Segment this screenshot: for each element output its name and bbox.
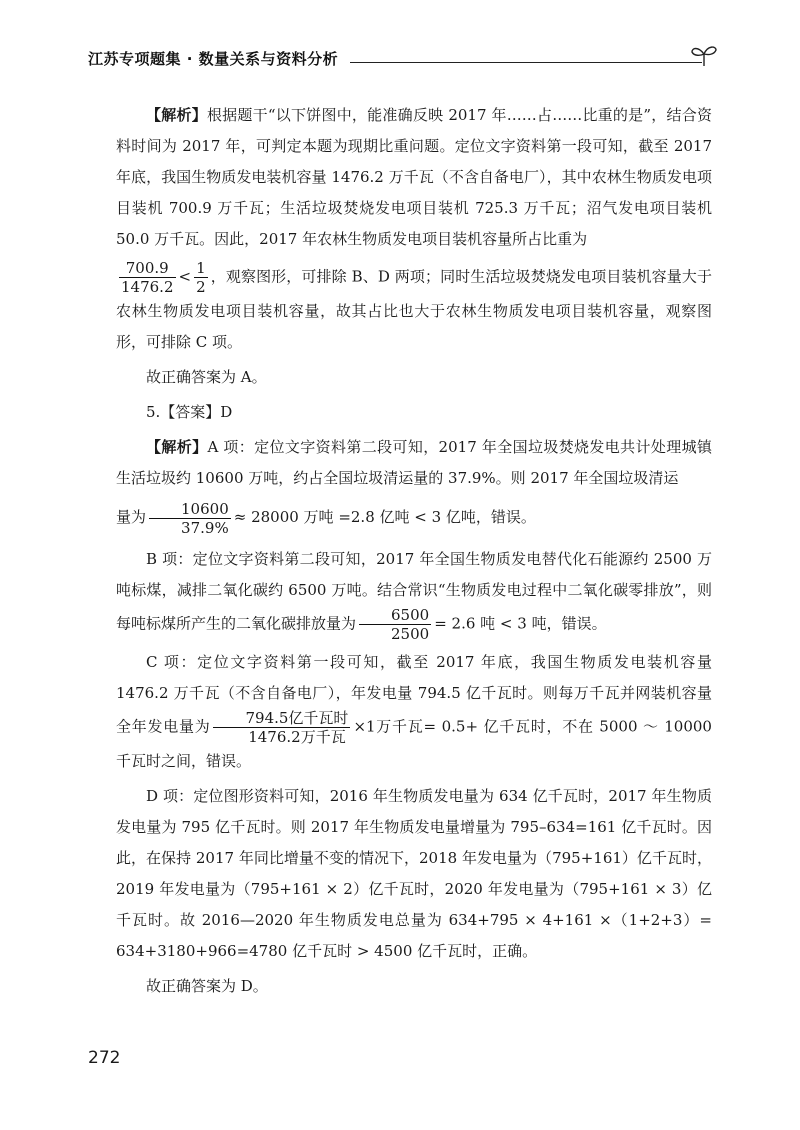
analysis-label: 【解析】	[146, 438, 208, 456]
fraction-annual-output: $\frac{\text{794.5亿千瓦时}}{\text{1476.2万千瓦}}$	[213, 709, 350, 746]
analysis-option-c: C 项：定位文字资料第一段可知，截至 2017 年底，我国生物质发电装机容量 1476.2 万千瓦（不含自备电厂），年发电量 794.5 亿千瓦时。则每万千瓦并网装机容量全年发电量为 $\frac{\text{794.5亿千瓦时}}{\text{1476.2万千瓦}}$ ×1万千瓦= 0.5+ 亿千瓦时，不在 5000 ～ 10000 千瓦时之间，错误。	[116, 653, 712, 770]
answer-line-q5: 故正确答案为 D。	[146, 977, 268, 995]
page-body	[116, 100, 712, 1006]
analysis-text: 根据题干“以下饼图中，能准确反映 2017 年……占……比重的是”，结合资料时间为 2017 年，可判定本题为现期比重问题。定位文字资料第一段可知，截至 2017 年底，我国生物质发电装机容量 1476.2 万千瓦（不含自备电厂），其中农林生物质发电项目装机 700.9 万千瓦；生活垃圾焚烧发电项目装机 725.3 万千瓦；沼气发电项目装机 50.0 万千瓦。因此，2017 年农林生物质发电项目装机容量所占比重为	[116, 106, 712, 248]
running-header	[88, 42, 718, 72]
fraction-agri-share: $\frac{700.9}{1476.2}$	[121, 259, 174, 296]
header-rule	[350, 62, 702, 63]
analysis-paragraph-q4	[116, 100, 712, 255]
analysis-text: ，观察图形，可排除 B、D 两项；同时生活垃圾焚烧发电项目装机容量大于农林生物质发电项目装机容量，故其占比也大于农林生物质发电项目装机容量，观察图形，可排除 C 项。	[116, 267, 712, 351]
analysis-label: 【解析】	[146, 106, 207, 124]
running-header-title: 江苏专项题集 · 数量关系与资料分析	[88, 50, 339, 68]
question-5-answer: 5.【答案】D	[146, 403, 233, 421]
answer-line-q4: 故正确答案为 A。	[146, 368, 267, 386]
fraction-co2-per-ton: $\frac{6500}{2500}$	[359, 606, 431, 643]
page-number: 272	[88, 1048, 121, 1068]
analysis-option-b: B 项：定位文字资料第二段可知，2017 年全国生物质发电替代化石能源约 2500 万吨标煤，减排二氧化碳约 6500 万吨。结合常识“生物质发电过程中二氧化碳零排放”，则每吨标煤所产生的二氧化碳排放量为 $\frac{6500}{2500}$ = 2.6 吨 < 3 吨，错误。	[116, 550, 712, 643]
analysis-paragraph-q4-continued: $\frac{700.9}{1476.2}$ < $\frac{1}{2}$ ，观察图形，可排除 B、D 两项；同时生活垃圾焚烧发电项目装机容量大于农林生物质发电项目装机容量，故其占比也大于农林生物质发电项目装机容量，观察图形，可排除 C 项。	[116, 259, 712, 351]
analysis-option-d: D 项：定位图形资料可知，2016 年生物质发电量为 634 亿千瓦时，2017 年生物质发电量为 795 亿千瓦时。则 2017 年生物质发电量增量为 795–634=161 亿千瓦时。因此，在保持 2017 年同比增量不变的情况下，2018 年发电量为（795+161）亿千瓦时，2019 年发电量为（795+161 × 2）亿千瓦时，2020 年发电量为（795+161 × 3）亿千瓦时。故 2016—2020 年生物质发电总量为 634+795 × 4+161 ×（1+2+3）= 634+3180+966=4780 亿千瓦时 > 4500 亿千瓦时，正确。	[116, 787, 712, 960]
analysis-option-a: 【解析】A 项：定位文字资料第二段可知，2017 年全国垃圾焚烧发电共计处理城镇生活垃圾约 10600 万吨，约占全国垃圾清运量的 37.9%。则 2017 年全国垃圾清运 量为 $\frac{10600}{37.9\%}$ ≈ 28000 万吨 =2.8 亿吨 < 3 亿吨，错误。	[116, 438, 712, 537]
fraction-half: $\frac{1}{2}$	[196, 259, 206, 296]
fraction-garbage-volume: $\frac{10600}{37.9\%}$	[149, 500, 231, 537]
sprout-leaf-icon	[690, 42, 718, 68]
